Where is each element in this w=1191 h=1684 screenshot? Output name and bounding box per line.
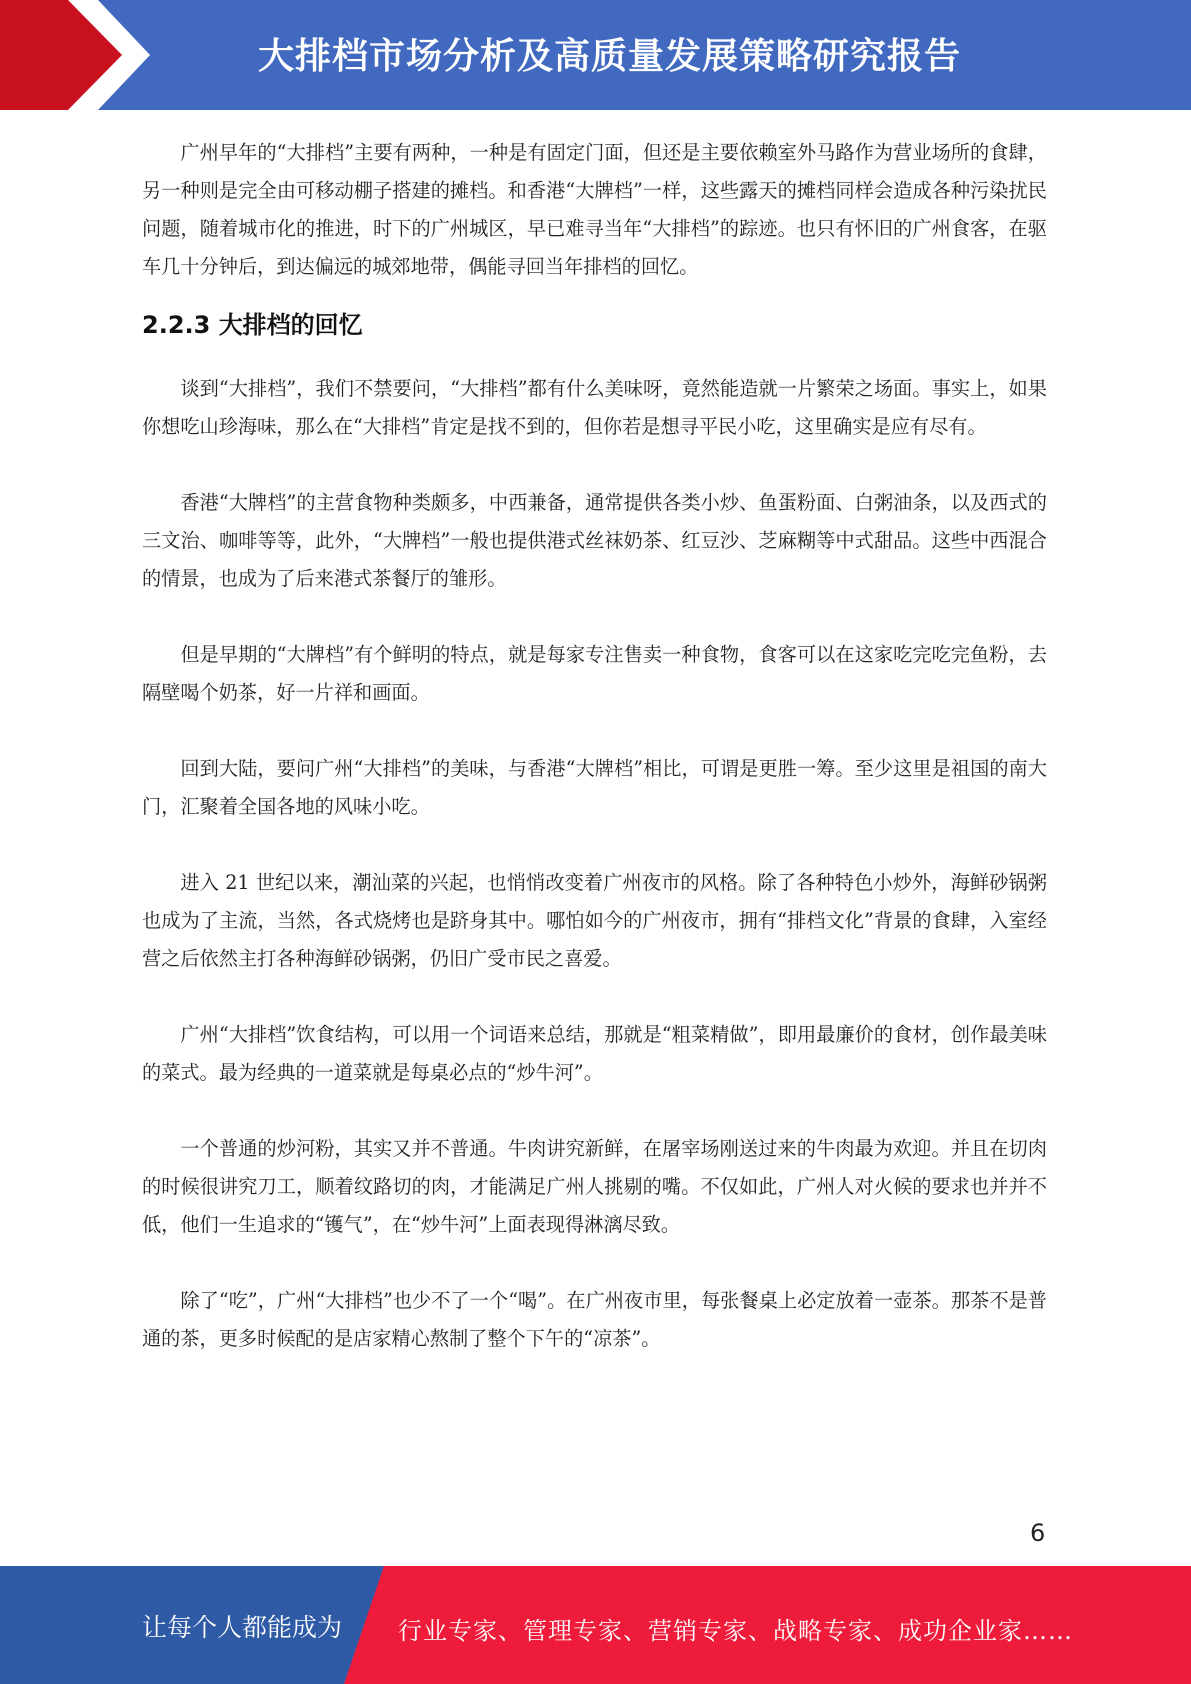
footer-slogan-right: 行业专家、管理专家、营销专家、战略专家、成功企业家……	[398, 1617, 1073, 1645]
section-paragraph: 谈到“大排档”，我们不禁要问，“大排档”都有什么美味呀，竟然能造就一片繁荣之场面。事实上，如果你想吃山珍海味，那么在“大排档”肯定是找不到的，但你若是想寻平民小吃，这里确实是应有尽有。	[142, 377, 1047, 438]
header-chevron-icon	[0, 0, 160, 110]
page-content	[142, 134, 1047, 1358]
section-paragraph: 广州“大排档”饮食结构，可以用一个词语来总结，那就是“粗菜精做”，即用最廉价的食材，创作最美味的菜式。最为经典的一道菜就是每桌必点的“炒牛河”。	[142, 1023, 1047, 1084]
section-paragraph: 进入 21 世纪以来，潮汕菜的兴起，也悄悄改变着广州夜市的风格。除了各种特色小炒外，海鲜砂锅粥也成为了主流，当然，各式烧烤也是跻身其中。哪怕如今的广州夜市，拥有“排档文化”背景的食肆，入室经营之后依然主打各种海鲜砂锅粥，仍旧广受市民之喜爱。	[142, 871, 1047, 970]
footer-slogan-left: 让每个人都能成为	[142, 1613, 343, 1642]
page-number: 6	[1030, 1519, 1046, 1547]
section-paragraph: 但是早期的“大牌档”有个鲜明的特点，就是每家专注售卖一种食物，食客可以在这家吃完吃完鱼粉，去隔壁喝个奶茶，好一片祥和画面。	[142, 643, 1047, 704]
footer-banner	[0, 1566, 1191, 1684]
section-paragraph: 一个普通的炒河粉，其实又并不普通。牛肉讲究新鲜，在屠宰场刚送过来的牛肉最为欢迎。并且在切肉的时候很讲究刀工，顺着纹路切的肉，才能满足广州人挑剔的嘴。不仅如此，广州人对火候的要求也并并不低，他们一生追求的“镬气”，在“炒牛河”上面表现得淋漓尽致。	[142, 1137, 1047, 1236]
section-heading: 2.2.3 大排档的回忆	[142, 311, 363, 339]
report-title: 大排档市场分析及高质量发展策略研究报告	[258, 36, 962, 77]
section-paragraph: 回到大陆，要问广州“大排档”的美味，与香港“大牌档”相比，可谓是更胜一筹。至少这里是祖国的南大门，汇聚着全国各地的风味小吃。	[142, 757, 1047, 818]
section-paragraph: 香港“大牌档”的主营食物种类颇多，中西兼备，通常提供各类小炒、鱼蛋粉面、白粥油条，以及西式的三文治、咖啡等等，此外，“大牌档”一般也提供港式丝袜奶茶、红豆沙、芝麻糊等中式甜品。这些中西混合的情景，也成为了后来港式茶餐厅的雏形。	[142, 491, 1047, 590]
intro-paragraph: 广州早年的“大排档”主要有两种，一种是有固定门面，但还是主要依赖室外马路作为营业场所的食肆，另一种则是完全由可移动棚子搭建的摊档。和香港“大牌档”一样，这些露天的摊档同样会造成各种污染扰民问题，随着城市化的推进，时下的广州城区，早已难寻当年“大排档”的踪迹。也只有怀旧的广州食客，在驱车几十分钟后，到达偏远的城郊地带，偶能寻回当年排档的回忆。	[142, 141, 1047, 278]
section-paragraph: 除了“吃”，广州“大排档”也少不了一个“喝”。在广州夜市里，每张餐桌上必定放着一壶茶。那茶不是普通的茶，更多时候配的是店家精心熬制了整个下午的“凉茶”。	[142, 1289, 1047, 1350]
header-banner	[0, 0, 1191, 110]
